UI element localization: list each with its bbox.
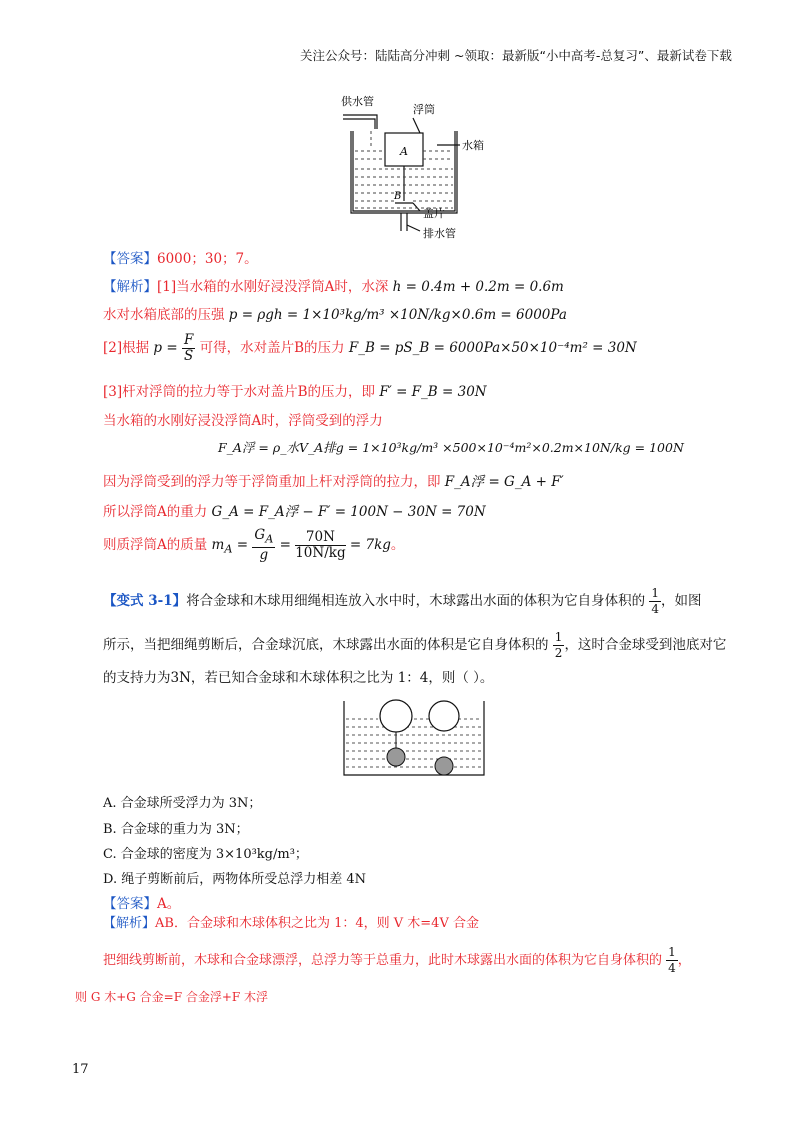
analysis-1-line-6: F_A浮 = ρ_水V_A排g = 1×10³kg/m³ ×500×10⁻⁴m²×0.2m×10N/kg = 100N xyxy=(218,440,684,455)
label-a: A xyxy=(400,145,408,158)
label-tank: 水箱 xyxy=(462,139,484,152)
analysis-1-line-8: 所以浮筒A的重力 G_A = F_A浮 − F′ = 100N − 30N = 70N xyxy=(103,504,486,520)
option-c: C. 合金球的密度为 3×10³kg/m³； xyxy=(103,847,308,862)
label-float: 浮筒 xyxy=(413,103,435,116)
page-header: 关注公众号：陆陆高分冲刺 ~领取：最新版“小中高考-总复习”、最新试卷下载 xyxy=(300,48,732,63)
label-supply-pipe: 供水管 xyxy=(341,95,374,108)
problem-line-1: 【变式 3-1】将合金球和木球用细绳相连放入水中时，木球露出水面的体积为它自身体积的 $\frac{1}{4}$ ，如图 xyxy=(103,586,702,616)
balls-in-water-figure xyxy=(340,697,490,779)
option-d: D. 绳子剪断前后，两物体所受总浮力相差 4N xyxy=(103,872,367,887)
label-b: B xyxy=(394,191,402,202)
analysis-1-line-5: 当水箱的水刚好浸没浮筒A时，浮筒受到的浮力 xyxy=(103,413,383,429)
analysis-1-line-9: 则质浮筒A的质量 $m_A$ = $\frac{G_A}{g}$ = $\frac{70N}{10N/kg}$ = 7kg。 xyxy=(103,527,405,563)
problem-line-2: 所示，当把细绳剪断后，合金球沉底，木球露出水面的体积是它自身体积的 $\frac{1}{2}$ ，这时合金球受到池底对它 xyxy=(103,630,727,660)
analysis-2-line-3: 则 G 木+G 合金=F 合金浮+F 木浮 xyxy=(75,990,269,1004)
analysis-2-line-2: 把细线剪断前，木球和合金球漂浮，总浮力等于总重力，此时木球露出水面的体积为它自身体积的 $\frac{1}{4}$ ， xyxy=(103,945,691,975)
option-b: B. 合金球的重力为 3N； xyxy=(103,822,249,837)
problem-line-3: 的支持力为3N，若已知合金球和木球体积之比为 1：4，则（ ）。 xyxy=(103,670,494,686)
label-cover: 盖片 xyxy=(423,207,445,220)
answer-2: 【答案】A。 xyxy=(103,896,181,912)
analysis-1-line-2: 水对水箱底部的压强 p = ρgh = 1×10³kg/m³ ×10N/kg×0.6m = 6000Pa xyxy=(103,307,567,323)
water-tank-figure xyxy=(325,93,500,243)
analysis-1-line-4: [3]杆对浮筒的拉力等于水对盖片B的压力，即 F′ = F_B = 30N xyxy=(103,384,487,400)
analysis-1-line-3: [2]根据 p = $\frac{F}{S}$ 可得，水对盖片B的压力 F_B = pS_B = 6000Pa×50×10⁻⁴m² = 30N xyxy=(103,332,637,364)
analysis-1-line-1: 【解析】[1]当水箱的水刚好浸没浮筒A时，水深 h = 0.4m + 0.2m = 0.6m xyxy=(103,279,564,295)
analysis-2-line-1: 【解析】AB．合金球和木球体积之比为 1：4，则 V 木=4V 合金 xyxy=(103,916,479,931)
analysis-1-line-7: 因为浮筒受到的浮力等于浮筒重加上杆对浮筒的拉力，即 F_A浮 = G_A + F′ xyxy=(103,474,564,490)
answer-1: 【答案】6000；30；7。 xyxy=(103,251,258,267)
label-drain: 排水管 xyxy=(423,227,456,240)
option-a: A. 合金球所受浮力为 3N； xyxy=(103,796,262,811)
page-number: 17 xyxy=(72,1062,89,1077)
